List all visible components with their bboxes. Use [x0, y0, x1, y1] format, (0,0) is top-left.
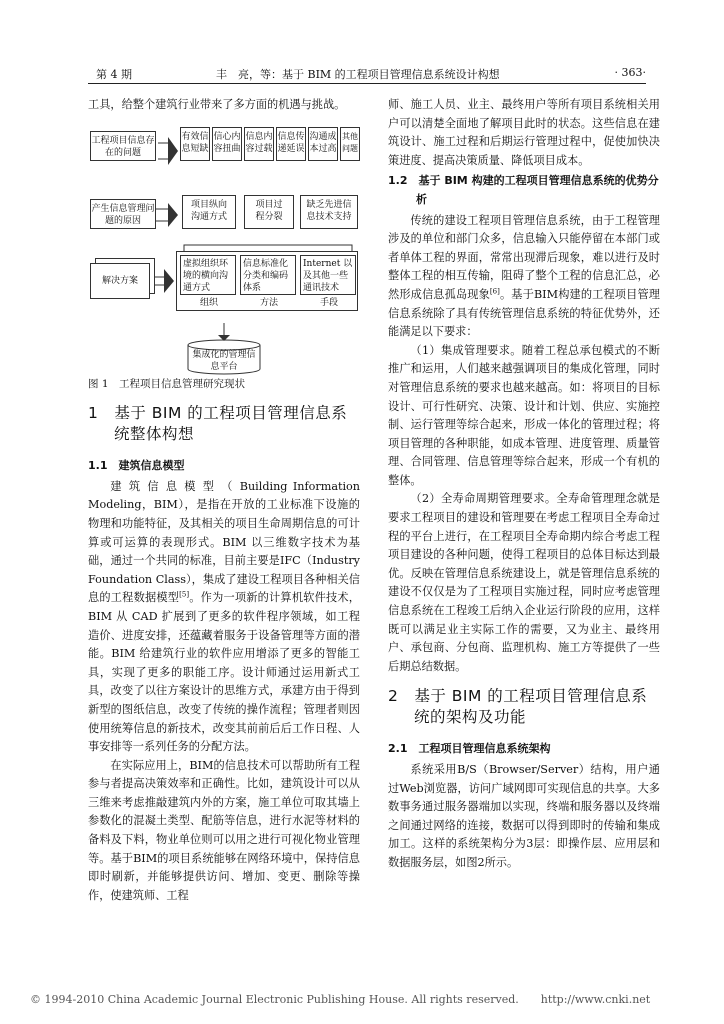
left-column — [88, 96, 360, 905]
section-heading: 1 基于 BIM 的工程项目管理信息系统整体构想 — [88, 404, 348, 444]
paragraph-text: 。作为一项新的计算机软件技术，BIM 从 CAD 扩展到了更多的软件程序领域，如工程造价、进度安排，还蕴藏着服务于设备管理等方面的潜能。BIM 给建筑行业的软件应用增添了更多的智能工具，实现了更多的职能工序。设计师通过运用新式工具，改变了以往方案设计的思维方式，承建方由于得到新型的图纸信息，改变了传统的操作流程；管理者则因使用统筹信息的新技术，改变其前前后后工作日程、人事安排等一系列任务的分配方法。 — [88, 591, 360, 754]
section-heading: 2 基于 BIM 的工程项目管理信息系统的架构及功能 — [388, 687, 648, 727]
paragraph-text: 建 筑 信 息 模 型 （ Building Information Modeling，BIM），是指在开放的工业标准下设施的物理和功能特征，及其相关的项目生命周期信息的可计算或可运算的表现形式。BIM 以三维数字技术为基础，通过一个共同的标准，目前主要是IFC（Industry Foundation Class），集成了建设工程项目各种相关信息的工程数据模型 — [88, 479, 360, 605]
paragraph: 在实际应用上，BIM的信息技术可以帮助所有工程参与者提高决策效率和正确性。比如，建筑设计可以从三维来考虑推敲建筑内外的方案，施工单位可取其墙上参数化的混凝土类型、配筋等信息，进行水泥等材料的备料及下料，物业单位则可以用之进行可视化物业管理等。基于BIM的项目系统能够在网络环境中，保持信息即时刷新，并能够提供访问、增加、变更、删除等操作，使建筑师、工程 — [88, 758, 360, 902]
paragraph — [388, 212, 660, 342]
paragraph-text: 传统的建设工程项目管理信息系统，由于工程管理涉及的单位和部门众多，信息输入只能停留在本部门或者单体工程的界面，常常出现滞后现象，难以进行及时整体工程的相互传输，阻碍了整个工程的信息汇总，必然形成信息孤岛现象 — [388, 213, 660, 301]
figure-caption: 图 1 工程项目信息管理研究现状 — [88, 377, 246, 390]
problem-box: 信息内容过载 — [244, 127, 274, 161]
solution-box: 虚拟组织环境的横向沟通方式 — [180, 255, 236, 295]
paragraph — [88, 478, 360, 757]
subsection-heading: 2.1 工程项目管理信息系统架构 — [388, 742, 551, 756]
subsection-heading: 1.1 建筑信息模型 — [88, 459, 185, 473]
running-header — [88, 63, 646, 84]
paragraph-text: 。基于BIM构建的工程项目管理信息系统除了具有传统管理信息系统的特征优势外，还能满足以下要求： — [388, 287, 660, 339]
copyright-footer: © 1994-2010 China Academic Journal Electronic Publishing House. All rights reserved. http://www.cnki.net — [30, 993, 651, 1006]
cause-label: 产生信息管理问题的原因 — [90, 199, 156, 229]
problem-box: 其他问题 — [340, 127, 360, 161]
figure-1-diagram — [88, 123, 360, 375]
paragraph: 师、施工人员、业主、最终用户等所有项目系统相关用户可以清楚全面地了解项目此时的状态。这些信息在建筑设计、施工过程和后期运行管理过程中，促使加快决策进度、提高决策质量、降低项目成本。 — [388, 98, 660, 167]
cause-box: 缺乏先进信息技术支持 — [300, 195, 358, 229]
problem-box: 信息传递延误 — [276, 127, 306, 161]
paragraph: （2）全寿命周期管理要求。全寿命管理理念就是要求工程项目的建设和管理要在考虑工程项目全寿命过程的平台上进行，在工程项目全寿命期内综合考虑工程项目建设的各种问题，使得工程项目的总体目标达到最优。反映在管理信息系统建设上，就是管理信息系统的建设不仅仅是为了工程项目实施过程，同时应考虑管理信息系统在工程竣工后纳入企业运行阶段的应用，这样既可以满足业主实际工作的需要，又为业主、最终用户、承包商、分包商、监理机构、施工方等提供了一些后期总结数据。 — [388, 492, 660, 673]
solution-box: 信息标准化分类和编码体系 — [240, 255, 296, 295]
problem-box: 沟通成本过高 — [308, 127, 338, 161]
axis-label: 方法 — [260, 297, 279, 308]
running-title: 丰 亮，等：基于 BIM 的工程项目管理信息系统设计构想 — [216, 68, 500, 81]
page-number: · 363· — [614, 66, 646, 79]
subsection-heading: 1.2 基于 BIM 构建的工程项目管理信息系统的优势分析 — [388, 174, 659, 206]
solution-box: Internet 以及其他一些通讯技术 — [300, 255, 356, 295]
axis-label: 组织 — [200, 297, 219, 308]
cause-box: 项目纵向沟通方式 — [182, 195, 236, 229]
problem-box: 信心内容扭曲 — [212, 127, 242, 161]
paragraph: 系统采用B/S（Browser/Server）结构，用户通过Web浏览器，访问广域网即可实现信息的共享。大多数事务通过服务器端加以实现，终端和服务器以及终端之间通过网络的连接，数据可以得到即时的传输和集成加工。这样的系统架构分为3层：即操作层、应用层和数据服务层，如图2所示。 — [388, 763, 660, 869]
problem-label: 工程项目信息存在的问题 — [90, 131, 156, 161]
paragraph: 工具，给整个建筑行业带来了多方面的机遇与挑战。 — [88, 98, 346, 111]
citation: [5] — [179, 590, 190, 599]
problem-box: 有效信息短缺 — [180, 127, 210, 161]
solution-label: 解决方案 — [90, 263, 150, 299]
platform-label: 集成化的管理信息平台 — [192, 349, 256, 372]
paragraph: （1）集成管理要求。随着工程总承包模式的不断推广和运用，人们越来越强调项目的集成化管理，同时对管理信息系统的要求也越来越高。如：将项目的目标设计、可行性研究、决策、设计和计划、供应、实施控制、运行管理等综合起来，形成一体化的管理过程；将项目管理的各种职能，如成本管理、进度管理、质量管理、合同管理、信息管理等综合起来，形成一个有机的整体。 — [388, 343, 660, 487]
citation: [6] — [489, 287, 500, 296]
axis-label: 手段 — [320, 297, 339, 308]
right-column — [388, 96, 660, 873]
issue-number: 第 4 期 — [96, 68, 132, 81]
cause-box: 项目过程分裂 — [244, 195, 294, 229]
